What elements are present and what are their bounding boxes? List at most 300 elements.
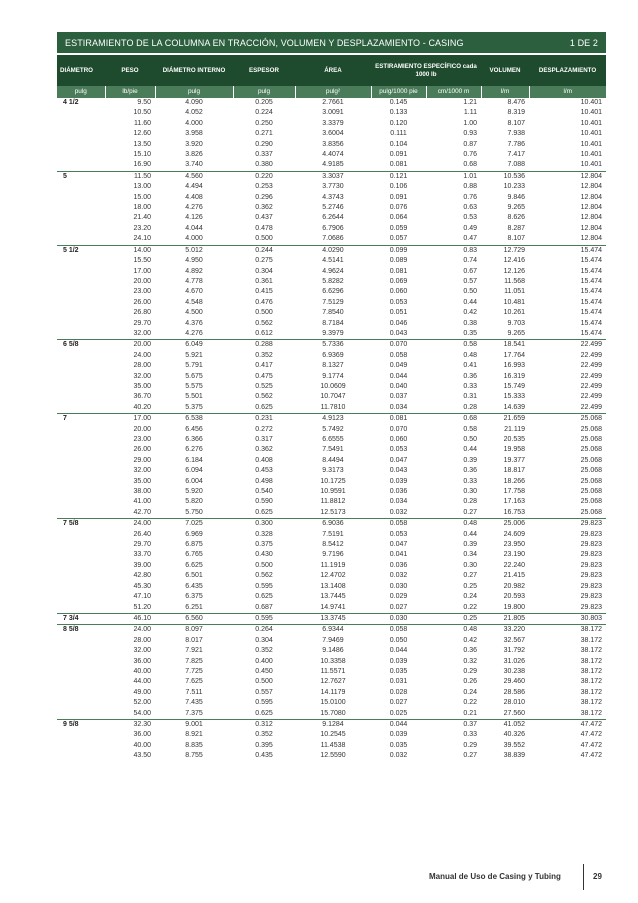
cell-espesor: 0.687	[255, 603, 273, 611]
cell-desplazamiento: 29.823	[580, 551, 603, 559]
table-row	[57, 171, 606, 182]
cell-desplazamiento: 10.401	[529, 98, 606, 109]
cell-desplazamiento: 25.068	[580, 498, 603, 506]
cell-peso: 12.60	[133, 130, 151, 138]
cell-volumen: 7.417	[507, 151, 526, 159]
cell-diametro-interno: 6.049	[155, 340, 233, 351]
cell-peso: 32.30	[105, 719, 155, 730]
cell-desplazamiento: 12.804	[529, 171, 606, 182]
cell-diametro	[57, 351, 105, 361]
cell-desplazamiento: 25.068	[580, 446, 603, 454]
cell-espesor: 0.430	[255, 551, 273, 559]
cell-volumen: 10.536	[481, 171, 529, 182]
cell-estiramiento-imperial: 0.030	[371, 613, 426, 624]
cell-area: 4.5141	[322, 257, 344, 265]
cell-estiramiento-metric: 0.30	[463, 561, 478, 569]
cell-diametro: 7 3/4	[57, 613, 105, 624]
cell-desplazamiento: 10.401	[580, 130, 603, 138]
cell-espesor: 0.304	[255, 636, 273, 644]
cell-estiramiento-imperial: 0.081	[371, 414, 426, 425]
cell-desplazamiento: 25.068	[580, 436, 603, 443]
cell-estiramiento-metric: 0.50	[463, 436, 478, 443]
cell-diametro-interno: 6.094	[185, 467, 203, 475]
cell-estiramiento-metric: 0.29	[463, 741, 478, 749]
cell-estiramiento-metric: 0.34	[463, 551, 478, 559]
cell-estiramiento-imperial: 0.031	[389, 678, 408, 686]
cell-estiramiento-metric: 0.26	[463, 678, 478, 686]
cell-peso: 54.00	[133, 709, 151, 717]
cell-diametro-interno: 4.276	[185, 329, 203, 337]
table-row	[57, 603, 606, 614]
cell-estiramiento-imperial: 0.060	[389, 288, 408, 296]
table-row	[57, 119, 606, 129]
cell-peso: 47.10	[133, 593, 151, 601]
cell-estiramiento-metric: 0.22	[463, 699, 478, 707]
cell-diametro-interno: 4.494	[185, 183, 203, 191]
cell-desplazamiento: 30.803	[529, 613, 606, 624]
cell-estiramiento-imperial: 0.036	[389, 561, 408, 569]
cell-volumen: 19.958	[503, 446, 526, 454]
cell-volumen: 8.107	[507, 235, 526, 243]
cell-estiramiento-imperial: 0.104	[389, 140, 408, 148]
cell-desplazamiento: 38.172	[580, 699, 603, 707]
table-row	[57, 129, 606, 139]
cell-area: 11.7810	[320, 403, 346, 411]
cell-espesor: 0.380	[255, 161, 273, 169]
cell-diametro: 8 5/8	[57, 625, 105, 636]
cell-diametro-interno: 4.052	[185, 109, 203, 117]
cell-area: 3.6004	[322, 130, 344, 138]
cell-diametro-interno: 8.755	[185, 752, 203, 760]
cell-peso: 39.00	[133, 561, 151, 569]
cell-volumen: 18.541	[481, 340, 529, 351]
cell-area: 10.0609	[320, 382, 346, 390]
cell-peso: 26.80	[133, 309, 151, 317]
cell-desplazamiento: 38.172	[580, 657, 603, 665]
cell-diametro-interno: 6.969	[185, 530, 203, 538]
cell-espesor: 0.375	[255, 541, 273, 549]
cell-espesor: 0.337	[255, 151, 273, 159]
table-row	[57, 582, 606, 592]
cell-desplazamiento: 15.474	[580, 309, 603, 317]
cell-area: 8.4494	[322, 456, 344, 464]
table-row	[57, 456, 606, 466]
table-row	[57, 613, 606, 624]
cell-desplazamiento: 25.068	[580, 488, 603, 496]
cell-espesor: 0.352	[255, 731, 273, 739]
cell-espesor: 0.231	[233, 414, 295, 425]
cell-desplazamiento: 38.172	[580, 636, 603, 644]
cell-diametro-interno: 4.560	[155, 171, 233, 182]
cell-diametro	[57, 329, 105, 340]
cell-estiramiento-metric: 0.68	[426, 414, 481, 425]
casing-data-table	[57, 55, 606, 762]
cell-peso: 24.00	[105, 625, 155, 636]
cell-peso: 16.90	[133, 161, 151, 169]
cell-diametro	[57, 667, 105, 677]
cell-diametro: 5	[57, 171, 105, 182]
cell-estiramiento-metric: 0.35	[463, 329, 478, 337]
table-row	[57, 340, 606, 351]
table-row	[57, 98, 606, 109]
cell-estiramiento-metric: 0.76	[463, 151, 478, 159]
cell-diametro	[57, 540, 105, 550]
cell-espesor: 0.352	[255, 647, 273, 655]
cell-area: 9.1284	[295, 719, 371, 730]
cell-peso: 17.00	[105, 414, 155, 425]
cell-area: 7.8540	[322, 309, 344, 317]
cell-diametro	[57, 592, 105, 602]
cell-estiramiento-imperial: 0.081	[389, 161, 408, 169]
cell-diametro-interno: 5.920	[185, 488, 203, 496]
cell-estiramiento-imperial: 0.099	[371, 245, 426, 256]
cell-volumen: 22.240	[503, 561, 526, 569]
cell-area: 12.7627	[320, 678, 346, 686]
cell-estiramiento-imperial: 0.044	[389, 372, 408, 380]
cell-diametro-interno: 7.825	[185, 657, 203, 665]
cell-diametro	[57, 224, 105, 234]
table-row	[57, 414, 606, 425]
cell-area: 10.3358	[320, 657, 346, 665]
cell-area: 11.8812	[320, 498, 346, 506]
cell-volumen: 25.006	[481, 519, 529, 530]
cell-volumen: 18.266	[503, 477, 526, 485]
cell-peso: 51.20	[133, 603, 151, 611]
cell-estiramiento-metric: 0.48	[426, 625, 481, 636]
cell-peso: 17.00	[133, 267, 151, 275]
cell-volumen: 10.481	[503, 298, 526, 306]
cell-volumen: 20.593	[503, 593, 526, 601]
cell-desplazamiento: 12.804	[580, 193, 603, 201]
cell-volumen: 8.476	[481, 98, 529, 109]
cell-diametro-interno: 6.435	[185, 582, 203, 590]
cell-volumen: 12.729	[481, 245, 529, 256]
footer-page-number: 29	[593, 872, 602, 881]
cell-peso: 24.00	[133, 351, 151, 359]
cell-estiramiento-imperial: 0.053	[389, 446, 408, 454]
cell-desplazamiento: 22.499	[580, 372, 603, 380]
cell-estiramiento-metric: 0.53	[463, 214, 478, 222]
cell-estiramiento-imperial: 0.044	[371, 719, 426, 730]
cell-desplazamiento: 38.172	[580, 688, 603, 696]
cell-volumen: 7.938	[507, 130, 526, 138]
cell-diametro-interno: 6.765	[185, 551, 203, 559]
cell-volumen: 18.817	[503, 467, 526, 475]
cell-estiramiento-metric: 0.27	[463, 508, 478, 516]
cell-diametro-interno: 6.501	[185, 572, 203, 580]
table-row	[57, 160, 606, 171]
cell-estiramiento-imperial: 0.069	[389, 277, 408, 285]
cell-diametro	[57, 445, 105, 455]
cell-espesor: 0.271	[255, 130, 273, 138]
cell-estiramiento-metric: 0.41	[463, 362, 478, 370]
cell-volumen: 15.333	[503, 393, 526, 401]
cell-diametro	[57, 382, 105, 392]
cell-peso: 10.50	[133, 109, 151, 117]
cell-area: 12.5590	[320, 752, 346, 760]
cell-area: 14.1179	[320, 688, 346, 696]
unit-diametro-interno: pulg	[155, 86, 233, 98]
table-row	[57, 351, 606, 361]
table-row	[57, 435, 606, 445]
cell-diametro-interno: 7.435	[185, 699, 203, 707]
cell-estiramiento-imperial: 0.049	[389, 362, 408, 370]
cell-espesor: 0.595	[255, 582, 273, 590]
cell-diametro: 7 5/8	[57, 519, 105, 530]
cell-espesor: 0.312	[233, 719, 295, 730]
cell-peso: 14.00	[105, 245, 155, 256]
cell-area: 4.9123	[295, 414, 371, 425]
cell-diametro-interno: 7.375	[185, 709, 203, 717]
cell-estiramiento-imperial: 0.057	[389, 235, 408, 243]
table-row	[57, 677, 606, 687]
cell-desplazamiento: 15.474	[580, 288, 603, 296]
table-row	[57, 530, 606, 540]
cell-area: 2.7661	[295, 98, 371, 109]
table-row	[57, 730, 606, 740]
cell-diametro	[57, 277, 105, 287]
cell-estiramiento-metric: 0.36	[463, 647, 478, 655]
cell-desplazamiento: 29.823	[580, 530, 603, 538]
cell-desplazamiento: 47.472	[580, 752, 603, 760]
cell-area: 10.7047	[320, 393, 346, 401]
cell-diametro-interno: 4.408	[185, 193, 203, 201]
cell-estiramiento-metric: 0.88	[463, 183, 478, 191]
cell-estiramiento-imperial: 0.070	[389, 425, 408, 433]
cell-area: 6.7906	[322, 224, 344, 232]
cell-diametro-interno: 4.670	[185, 288, 203, 296]
cell-volumen: 33.220	[481, 625, 529, 636]
cell-estiramiento-metric: 0.25	[426, 613, 481, 624]
cell-diametro	[57, 571, 105, 581]
cell-estiramiento-metric: 1.00	[463, 119, 478, 127]
cell-diametro-interno: 6.184	[185, 456, 203, 464]
cell-estiramiento-metric: 1.21	[426, 98, 481, 109]
cell-estiramiento-imperial: 0.040	[389, 382, 408, 390]
cell-diametro-interno: 9.001	[155, 719, 233, 730]
banner-title: ESTIRAMIENTO DE LA COLUMNA EN TRACCIÓN, VOLUMEN Y DESPLAZAMIENTO - CASING	[65, 37, 464, 48]
cell-estiramiento-metric: 0.49	[463, 224, 478, 232]
cell-diametro	[57, 213, 105, 223]
cell-peso: 11.50	[105, 171, 155, 182]
cell-desplazamiento: 22.499	[580, 393, 603, 401]
cell-espesor: 0.395	[255, 741, 273, 749]
cell-diametro	[57, 193, 105, 203]
cell-diametro	[57, 372, 105, 382]
cell-espesor: 0.525	[255, 382, 273, 390]
cell-estiramiento-imperial: 0.034	[389, 403, 408, 411]
cell-estiramiento-imperial: 0.037	[389, 393, 408, 401]
unit-volumen: l/m	[481, 86, 529, 98]
cell-area: 9.1486	[322, 647, 344, 655]
cell-desplazamiento: 12.804	[580, 235, 603, 243]
cell-estiramiento-imperial: 0.029	[389, 593, 408, 601]
cell-estiramiento-imperial: 0.064	[389, 214, 408, 222]
cell-peso: 41.00	[133, 498, 151, 506]
cell-desplazamiento: 15.474	[580, 277, 603, 285]
cell-volumen: 12.416	[503, 257, 526, 265]
cell-espesor: 0.625	[255, 593, 273, 601]
cell-estiramiento-imperial: 0.059	[389, 224, 408, 232]
cell-volumen: 16.993	[503, 362, 526, 370]
cell-diametro-interno: 7.921	[185, 647, 203, 655]
cell-estiramiento-metric: 0.76	[463, 193, 478, 201]
cell-volumen: 16.753	[503, 508, 526, 516]
cell-estiramiento-imperial: 0.027	[389, 699, 408, 707]
cell-estiramiento-metric: 0.58	[463, 425, 478, 433]
casing-table-body	[57, 98, 606, 762]
table-row	[57, 508, 606, 519]
cell-area: 6.9369	[322, 351, 344, 359]
cell-diametro-interno: 6.456	[185, 425, 203, 433]
cell-peso: 23.00	[133, 288, 151, 296]
banner-page-indicator: 1 DE 2	[569, 37, 598, 48]
cell-estiramiento-imperial: 0.091	[389, 193, 408, 201]
cell-desplazamiento: 25.068	[580, 425, 603, 433]
cell-espesor: 0.625	[255, 709, 273, 717]
cell-espesor: 0.362	[255, 204, 273, 212]
cell-desplazamiento: 15.474	[580, 257, 603, 265]
cell-area: 9.1774	[322, 372, 344, 380]
cell-estiramiento-imperial: 0.081	[389, 267, 408, 275]
cell-diametro-interno: 3.920	[185, 140, 203, 148]
header-estiramiento: ESTIRAMIENTO ESPECÍFICO cada 1000 lb	[371, 55, 481, 86]
cell-volumen: 23.950	[503, 541, 526, 549]
cell-diametro	[57, 550, 105, 560]
cell-espesor: 0.290	[255, 140, 273, 148]
table-row	[57, 403, 606, 414]
table-row	[57, 372, 606, 382]
cell-estiramiento-metric: 0.57	[463, 277, 478, 285]
cell-diametro-interno: 4.778	[185, 277, 203, 285]
cell-diametro-interno: 6.004	[185, 477, 203, 485]
table-row	[57, 667, 606, 677]
cell-desplazamiento: 38.172	[580, 647, 603, 655]
cell-estiramiento-metric: 0.22	[463, 603, 478, 611]
cell-espesor: 0.500	[255, 561, 273, 569]
cell-volumen: 17.758	[503, 488, 526, 496]
cell-area: 3.0091	[322, 109, 344, 117]
cell-diametro	[57, 530, 105, 540]
cell-desplazamiento: 15.474	[529, 245, 606, 256]
cell-peso: 46.10	[105, 613, 155, 624]
cell-volumen: 40.326	[503, 731, 526, 739]
cell-estiramiento-metric: 0.48	[426, 519, 481, 530]
table-row	[57, 741, 606, 751]
cell-diametro	[57, 203, 105, 213]
cell-espesor: 0.453	[255, 467, 273, 475]
table-row	[57, 287, 606, 297]
cell-estiramiento-imperial: 0.106	[389, 183, 408, 191]
cell-volumen: 14.639	[503, 403, 526, 411]
cell-estiramiento-metric: 0.36	[463, 467, 478, 475]
cell-espesor: 0.253	[255, 183, 273, 191]
cell-diametro	[57, 646, 105, 656]
cell-estiramiento-metric: 0.21	[463, 709, 478, 717]
cell-peso: 24.10	[133, 235, 151, 243]
cell-diametro-interno: 6.538	[155, 414, 233, 425]
cell-diametro: 7	[57, 414, 105, 425]
cell-estiramiento-imperial: 0.111	[390, 130, 407, 138]
cell-area: 4.9185	[322, 161, 344, 169]
cell-peso: 32.00	[133, 647, 151, 655]
cell-estiramiento-imperial: 0.053	[389, 530, 408, 538]
cell-estiramiento-imperial: 0.050	[389, 636, 408, 644]
cell-volumen: 27.560	[503, 709, 526, 717]
cell-area: 9.3979	[322, 329, 344, 337]
cell-diametro-interno: 4.376	[185, 319, 203, 327]
cell-estiramiento-metric: 0.28	[463, 403, 478, 411]
cell-area: 15.7080	[320, 709, 346, 717]
table-row	[57, 277, 606, 287]
table-row	[57, 698, 606, 708]
table-row	[57, 646, 606, 656]
cell-estiramiento-metric: 0.93	[463, 130, 478, 138]
cell-diametro	[57, 425, 105, 435]
cell-diametro	[57, 603, 105, 614]
cell-volumen: 21.415	[503, 572, 526, 580]
cell-volumen: 8.626	[507, 214, 526, 222]
cell-diametro-interno: 8.921	[185, 731, 203, 739]
cell-diametro-interno: 8.097	[155, 625, 233, 636]
cell-diametro	[57, 234, 105, 245]
cell-diametro-interno: 4.044	[185, 224, 203, 232]
cell-espesor: 0.415	[255, 288, 273, 296]
cell-peso: 28.00	[133, 636, 151, 644]
cell-diametro	[57, 392, 105, 402]
cell-estiramiento-metric: 0.63	[463, 204, 478, 212]
cell-espesor: 0.417	[255, 362, 273, 370]
cell-diametro-interno: 8.835	[185, 741, 203, 749]
cell-estiramiento-metric: 0.47	[463, 235, 478, 243]
cell-desplazamiento: 47.472	[580, 731, 603, 739]
table-row	[57, 477, 606, 487]
cell-diametro	[57, 487, 105, 497]
cell-peso: 35.00	[133, 382, 151, 390]
cell-volumen: 23.190	[503, 551, 526, 559]
cell-diametro-interno: 6.625	[185, 561, 203, 569]
cell-area: 7.5191	[322, 530, 344, 538]
header-row	[57, 55, 606, 86]
page-banner	[57, 32, 606, 53]
cell-diametro	[57, 730, 105, 740]
cell-estiramiento-imperial: 0.145	[371, 98, 426, 109]
unit-diametro: pulg	[57, 86, 105, 98]
table-row	[57, 182, 606, 192]
cell-diametro	[57, 677, 105, 687]
cell-estiramiento-metric: 0.33	[463, 477, 478, 485]
cell-volumen: 28.010	[503, 699, 526, 707]
cell-diametro	[57, 582, 105, 592]
cell-diametro	[57, 709, 105, 720]
cell-diametro-interno: 4.090	[155, 98, 233, 109]
cell-diametro-interno: 5.501	[185, 393, 203, 401]
cell-area: 12.5173	[320, 508, 346, 516]
unit-desplazamiento: l/m	[529, 86, 606, 98]
cell-peso: 32.00	[133, 467, 151, 475]
cell-volumen: 9.703	[507, 319, 526, 327]
unit-estiramiento-imperial: pulg/1000 pie	[371, 86, 426, 98]
cell-area: 6.6296	[322, 288, 344, 296]
cell-estiramiento-metric: 0.30	[463, 488, 478, 496]
cell-desplazamiento: 29.823	[580, 561, 603, 569]
cell-diametro-interno: 6.560	[155, 613, 233, 624]
cell-espesor: 0.317	[255, 436, 273, 443]
cell-desplazamiento: 12.804	[580, 214, 603, 222]
cell-espesor: 0.264	[233, 625, 295, 636]
cell-estiramiento-metric: 0.39	[463, 456, 478, 464]
cell-espesor: 0.362	[255, 446, 273, 454]
